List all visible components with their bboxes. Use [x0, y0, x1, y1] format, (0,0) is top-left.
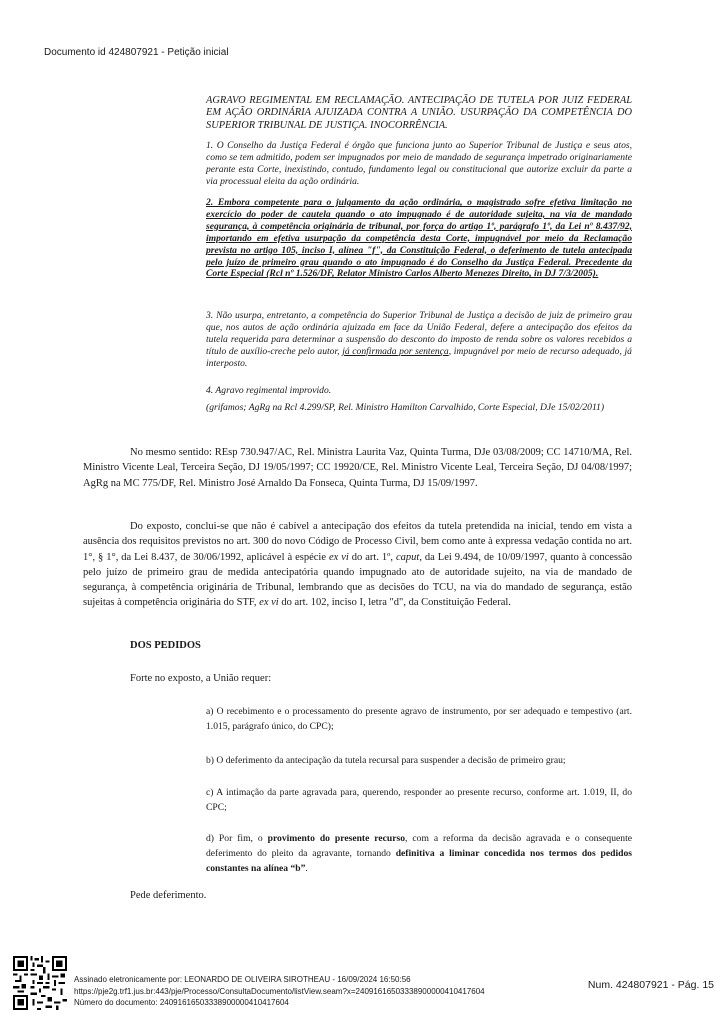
- exposto-caput: caput: [396, 551, 420, 563]
- request-item-d-text-3: .: [305, 863, 308, 874]
- request-item-c: c) A intimação da parte agravada para, querendo, responder ao presente recurso, conforme art. 1.019, II, do CPC;: [206, 787, 632, 813]
- request-item-d-text-1: d) Por fim, o: [206, 833, 268, 844]
- qr-code-icon: [13, 956, 67, 1010]
- paragraph-forte: Forte no exposto, a União requer:: [130, 673, 272, 684]
- request-item-b: b) O deferimento da antecipação da tutela recursal para suspender a decisão de primeiro grau;: [206, 755, 566, 766]
- exposto-ex-vi-1: ex vi: [328, 551, 349, 563]
- document-id-header: Documento id 424807921 - Petição inicial: [44, 47, 229, 58]
- quote-item-3-underlined: já confirmada por sentença: [342, 345, 449, 357]
- section-heading-pedidos: DOS PEDIDOS: [130, 640, 201, 651]
- quote-item-1: 1. O Conselho da Justiça Federal é órgão que funciona junto ao Superior Tribunal de Justiça e seus atos, como se tem admitido, podem ser impugnados por meio de mandado de segurança impetrado originariamente perante esta Corte, inexistindo, contudo, fundamento legal ou constitucional que autorize excluir da parte a via processual eleita da ação ordinária.: [206, 140, 632, 187]
- quote-item-3-text: 3. Não usurpa, entretanto, a competência do Superior Tribunal de Justiça a decisão de juiz de primeiro grau que, nos autos de ação ordinária ajuizada em face da União Federal, defere a antecipação dos efeitos da tutela requerida para determinar a suspensão do desconto do imposto de renda sobre os valores recebidos a título de auxílio-creche pelo autor,: [206, 310, 632, 357]
- request-item-d: [206, 831, 632, 876]
- footer-document-url[interactable]: https://pje2g.trf1.jus.br:443/pje/Processo/ConsultaDocumento/listView.seam?x=24091616503338900000410417604: [74, 986, 485, 996]
- exposto-text-2: do art. 1º,: [348, 551, 397, 563]
- paragraph-mesmo-sentido: [83, 445, 632, 491]
- exposto-text-3: , da Lei 9.494, de 10/09/1997, quanto à concessão pelo juízo de primeiro grau de medida antecipatória quando impugnado ato de autoridade sujeito, na via de mandado de segurança, à competência originária de Tribunal, lembrando que as decisões do TCU, na via do mandado de segurança, estão sujeitas à competência originária do STF,: [83, 551, 632, 609]
- quote-ementa: AGRAVO REGIMENTAL EM RECLAMAÇÃO. ANTECIPAÇÃO DE TUTELA POR JUIZ FEDERAL EM AÇÃO ORDINÁRIA AJUIZADA CONTRA A UNIÃO. USURPAÇÃO DA COMPETÊNCIA DO SUPERIOR TRIBUNAL DE JUSTIÇA. INOCORRÊNCIA.: [206, 95, 632, 131]
- request-item-a: a) O recebimento e o processamento do presente agravo de instrumento, por ser adequado e tempestivo (art. 1.015, parágrafo único, do CPC);: [206, 706, 632, 732]
- exposto-text-4: do art. 102, inciso I, letra "d", da Constituição Federal.: [278, 597, 511, 609]
- quote-item-2: 2. Embora competente para o julgamento da ação ordinária, o magistrado sofre efetiva limitação no exercício do poder de cautela quando o ato impugnado é de autoridade sujeita, na via de mandado segurança, à competência originária de tribunal, por força do artigo 1º, parágrafo 1º, da Lei nº 8.437/92, importando em efetiva usurpação da competência desta Corte, impugnável por meio da Reclamação prevista no artigo 105, inciso I, alínea "f", da Constituição Federal, o deferimento de tutela antecipada pelo juízo de primeiro grau quando o ato impugnado é do Conselho da Justiça Federal. Precedente da Corte Especial (Rcl nº 1.526/DF, Relator Ministro Carlos Alberto Menezes Direito, in DJ 7/3/2005).: [206, 197, 632, 280]
- request-item-d-bold-1: provimento do presente recurso: [267, 833, 406, 844]
- request-item-d-text-2: , com a reforma da decisão agravada e o consequente deferimento do pleito da agravante, tornando: [206, 833, 632, 859]
- quote-item-3: [206, 310, 632, 370]
- request-item-d-bold-2: definitiva a liminar concedida nos termos dos pedidos constantes na alínea “b”: [206, 848, 632, 874]
- signature-footer: [74, 974, 485, 1009]
- paragraph-do-exposto: [83, 519, 632, 611]
- footer-document-number: Número do documento: 24091616503338900000410417604: [74, 998, 289, 1007]
- page-number: Num. 424807921 - Pág. 15: [587, 979, 714, 991]
- exposto-ex-vi-2: ex vi: [259, 597, 279, 609]
- paragraph-mesmo-sentido-text: No mesmo sentido: REsp 730.947/AC, Rel. Ministra Laurita Vaz, Quinta Turma, DJe 03/08/2009; CC 14710/MA, Rel. Ministro Vicente Leal, Terceira Seção, DJ 19/05/1997; CC 19920/CE, Rel. Ministro Vicente Leal, Terceira Seção, DJ 04/08/1997; AgRg na MC 775/DF, Rel. Ministro José Arnaldo Da Fonseca, Quinta Turma, DJ 15/09/1997.: [83, 447, 632, 489]
- exposto-text-1: Do exposto, conclui-se que não é cabível a antecipação dos efeitos da tutela pretendida na inicial, tendo em vista a ausência dos requisitos previstos no art. 300 do novo Código de Processo Civil, bem como ante à expressa vedação contida no art. 1°, § 1°, da Lei 8.437, de 30/06/1992, aplicável à espécie: [83, 521, 632, 563]
- closing-pede-deferimento: Pede deferimento.: [130, 890, 207, 901]
- quote-citation: (grifamos; AgRg na Rcl 4.299/SP, Rel. Ministro Hamilton Carvalhido, Corte Especial, DJe 15/02/2011): [206, 402, 605, 413]
- footer-signed-by: Assinado eletronicamente por: LEONARDO DE OLIVEIRA SIROTHEAU - 16/09/2024 16:50:56: [74, 975, 411, 984]
- quote-item-3-text-end: , impugnável por meio de recurso adequado, já interposto.: [206, 345, 632, 369]
- quote-item-4: 4. Agravo regimental improvido.: [206, 385, 332, 396]
